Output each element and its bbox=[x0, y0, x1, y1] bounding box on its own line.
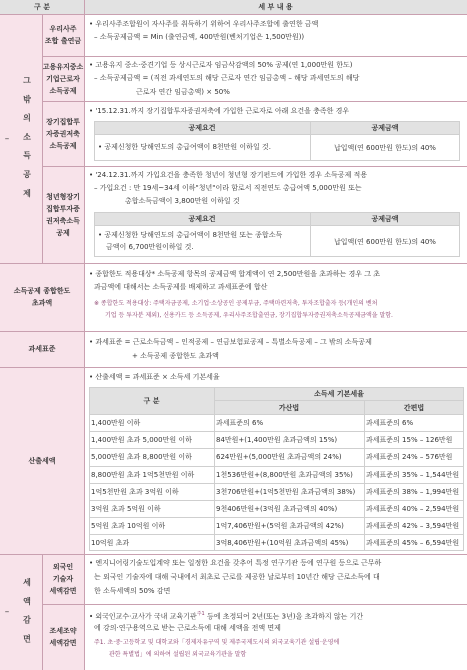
row-divider bbox=[214, 400, 464, 401]
limit-excess-note-2: 기업 등 투자분 제외), 신용카드 등 소득공제, 우리사주조합출연금, 장기집합투자증권저축소득공제금액을 말함. bbox=[105, 312, 393, 319]
rate-cell-bracket: 5억원 초과 10억원 이하 bbox=[91, 522, 166, 531]
rate-cell-simple: 과세표준의 42% – 3,594만원 bbox=[366, 522, 460, 531]
row-divider bbox=[42, 101, 467, 102]
long-term-fund-td-requirement: • 공제신청한 당해연도의 총급여액이 8천만원 이하일 것. bbox=[98, 143, 271, 151]
label-tax-base bbox=[0, 331, 84, 367]
label-youth-fund bbox=[42, 166, 84, 263]
youth-fund-td-amount: 납입액(연 600만원 한도)의 40% bbox=[334, 237, 436, 246]
rate-cell-simple: 과세표준의 38% – 1,994만원 bbox=[366, 487, 460, 496]
treaty-line-1b-text: 등에 초정되어 2년(또는 3년)을 초과하지 않는 기간 bbox=[206, 612, 364, 621]
youth-fund-line-1: • '24.12.31.까지 가입요건을 충족한 청년이 청년형 장기펀드에 가입한 경우 소득공제 적용 bbox=[89, 171, 368, 179]
category-dash-1: – bbox=[4, 133, 10, 144]
youth-fund-td-requirement-1: • 공제신청한 당해연도의 총급여액이 8천만원 또는 종합소득 bbox=[98, 231, 283, 239]
rate-cell-simple: 과세표준의 6% bbox=[366, 419, 414, 427]
rate-th-rate: 소득세 기본세율 bbox=[214, 387, 464, 400]
col-divider bbox=[42, 554, 43, 670]
employee-stock-line-2: – 소득공제금액 = Min (출연금액, 400만원(벤처기업은 1,500만원)) bbox=[94, 33, 305, 41]
rate-cell-simple: 과세표준의 15% – 126만원 bbox=[366, 436, 453, 445]
rate-row-divider bbox=[89, 517, 464, 518]
label-line: 세액감면 bbox=[49, 587, 77, 595]
limit-excess-line-1: • 종합한도 적용대상* 소득공제 항목의 공제금액 합계액이 연 2,500만원을 초과하는 경우 그 초 bbox=[89, 270, 381, 278]
label-line: 청년형장기 bbox=[46, 192, 80, 201]
rate-row-divider bbox=[89, 483, 464, 484]
rate-row-divider bbox=[89, 500, 464, 501]
label-line: 초과액 bbox=[31, 299, 53, 307]
long-term-fund-td-amount: 납입액(연 600만원 한도)의 40% bbox=[334, 144, 436, 152]
rate-cell-bracket: 1,400만원 이하 bbox=[91, 419, 141, 427]
label-line: 기술자 bbox=[52, 575, 74, 583]
rate-cell-simple: 과세표준의 45% – 6,594만원 bbox=[366, 539, 460, 548]
rate-cell-bracket: 1,400만원 초과 5,000만원 이하 bbox=[91, 436, 192, 445]
label-line: 과세표준 bbox=[28, 345, 56, 353]
label-treaty-reduction bbox=[42, 604, 84, 670]
label-line: 조세조약 bbox=[49, 627, 77, 635]
rate-row-divider bbox=[89, 431, 464, 432]
row-divider bbox=[42, 56, 467, 57]
tax-base-line-2: + 소득공제 종합한도 초과액 bbox=[132, 352, 219, 360]
youth-fund-line-3: 총합소득금액이 3,800만원 이하일 것 bbox=[125, 197, 240, 205]
calculated-tax-line: • 산출세액 = 과세표준 × 소득세 기본세율 bbox=[89, 373, 220, 381]
label-line: 산출세액 bbox=[28, 456, 56, 465]
category-tax-reduction-label: 세 액 감 면 bbox=[22, 577, 32, 647]
row-divider bbox=[0, 367, 467, 368]
header-col2: 세 부 내 용 bbox=[84, 0, 467, 14]
row-divider bbox=[89, 414, 464, 415]
row-divider bbox=[0, 331, 467, 332]
rate-th-simple: 간편법 bbox=[364, 401, 464, 414]
rate-cell-add: 1억7,406만원+(5억원 초과금액의 42%) bbox=[216, 522, 344, 531]
treaty-note-2: 관한 특별법」에 의하여 설립된 외국교육기관을 말함 bbox=[109, 651, 247, 658]
label-line: 세액감면 bbox=[49, 639, 77, 647]
long-term-fund-th-requirement: 공제요건 bbox=[94, 121, 310, 134]
rate-th-add: 가산법 bbox=[214, 401, 364, 414]
label-line: 장기집합투 bbox=[46, 117, 80, 126]
employee-stock-line-1: • 우리사주조합원이 자사주를 취득하기 위하여 우리사주조합에 출연한 금액 bbox=[89, 20, 319, 28]
limit-excess-line-2: 과금액에 대해서는 소득공제를 배제하고 과세표준에 합산 bbox=[94, 283, 268, 291]
rate-th-basis: 구 분 bbox=[89, 387, 214, 414]
label-long-term-fund bbox=[42, 101, 84, 166]
label-line: 공제 bbox=[56, 228, 70, 237]
row-divider bbox=[42, 604, 467, 605]
label-line: 고용유지중소 bbox=[42, 62, 84, 71]
rate-cell-simple: 과세표준의 24% – 576만원 bbox=[366, 453, 453, 462]
row-divider bbox=[0, 554, 467, 555]
label-line: 외국인 bbox=[52, 563, 74, 571]
label-line: 자증권저축 bbox=[46, 129, 80, 138]
row-divider bbox=[42, 166, 467, 167]
rate-cell-add: 84만원+(1,400만원 초과금액의 15%) bbox=[216, 436, 338, 445]
rate-cell-add: 과세표준의 6% bbox=[216, 419, 264, 427]
label-line: 소득공제 종합한도 bbox=[13, 287, 71, 295]
employment-retention-line-1: • 고용유지 중소·중견기업 등 상시근로자 임금삭감액의 50% 공제(연 1,000만원 한도) bbox=[89, 61, 353, 69]
youth-fund-line-2: – 가입요건 : 만 19세~34세 이하"청년"이라 함로서 직전연도 총급여액 5,000만원 또는 bbox=[94, 184, 362, 192]
treaty-line-1a bbox=[89, 608, 363, 622]
limit-excess-note-1: ※ 종합한도 적용대상: 주택자금공제, 소기업·소상공인 공제부금, 주택마련저축, 투자조합출자 등(개인의 벤처 bbox=[94, 300, 378, 307]
label-foreign-engineer bbox=[42, 554, 84, 604]
rate-cell-add: 3억8,406만원+(10억원 초과금액의 45%) bbox=[216, 539, 349, 548]
foreign-engineer-line-3: 한 소득세액의 50% 감면 bbox=[94, 587, 171, 595]
row-divider bbox=[0, 14, 467, 15]
rate-cell-simple: 과세표준의 40% – 2,594만원 bbox=[366, 505, 460, 513]
treaty-line-2: 에 강의·연구용역으로 받는 근로소득에 대해 세액을 전액 면제 bbox=[94, 624, 281, 632]
rate-cell-bracket: 1억5천만원 초과 3억원 이하 bbox=[91, 487, 179, 496]
label-calculated-tax bbox=[0, 367, 84, 554]
rate-row-divider bbox=[89, 466, 464, 467]
rate-cell-bracket: 10억원 초과 bbox=[91, 539, 130, 548]
label-line: 조합 출연금 bbox=[44, 37, 82, 45]
rate-cell-bracket: 8,800만원 초과 1억5천만원 이하 bbox=[91, 470, 195, 479]
treaty-superscript: 주1 bbox=[196, 611, 205, 617]
category-dash-2: – bbox=[4, 607, 10, 617]
label-line: 우리사주 bbox=[49, 25, 77, 33]
label-employment-retention bbox=[42, 56, 84, 101]
rate-cell-add: 3천706만원+(1억5천만원 초과금액의 38%) bbox=[216, 487, 356, 496]
foreign-engineer-line-1: • 엔지니어링기술도입계약 또는 일정한 요건을 갖추어 특정 연구기관 등에 연구원 등으로 근무하 bbox=[89, 559, 382, 567]
label-line: 권저축소득 bbox=[46, 216, 80, 225]
header-col1: 구 분 bbox=[0, 0, 84, 14]
long-term-fund-line: • '15.12.31.까지 장기집합투자증권저축에 가입한 근로자로 아래 요건을 충족한 경우 bbox=[89, 107, 350, 115]
label-limit-excess bbox=[0, 263, 84, 331]
rate-cell-add: 624만원+(5,000만원 초과금액의 24%) bbox=[216, 453, 342, 462]
rate-cell-bracket: 5,000만원 초과 8,800만원 이하 bbox=[91, 453, 192, 462]
label-line: 소득공제 bbox=[49, 141, 77, 150]
label-line: 집합투자증 bbox=[46, 204, 80, 213]
employment-retention-line-3: 근로자 연간 임금총액) × 50% bbox=[136, 88, 230, 96]
label-line: 소득공제 bbox=[49, 86, 77, 95]
col-divider bbox=[364, 401, 365, 551]
category-other-deduction-label: 그 밖 의 소 득 공 제 bbox=[22, 76, 32, 201]
treaty-note-1: 주1. 초·중·고등학교 및 대학교와「경제자유구역 및 제주국제도시의 외국교육기관 설립·운영에 bbox=[94, 639, 340, 646]
long-term-fund-th-amount: 공제금액 bbox=[310, 121, 460, 134]
label-line: 기업근로자 bbox=[46, 74, 80, 83]
rate-cell-add: 9천406만원+(3억원 초과금액의 40%) bbox=[216, 505, 338, 513]
foreign-engineer-line-2: 는 외국인 기술자에 대해 국내에서 최초로 근로를 제공한 날로부터 10년간 해당 근로소득에 대 bbox=[94, 573, 380, 581]
rate-row-divider bbox=[89, 534, 464, 535]
col-divider bbox=[42, 14, 43, 263]
col-divider bbox=[84, 0, 85, 670]
rate-cell-simple: 과세표준의 35% – 1,544만원 bbox=[366, 470, 460, 479]
rate-cell-add: 1천536만원+(8,800만원 초과금액의 35%) bbox=[216, 470, 353, 479]
youth-fund-th-amount: 공제금액 bbox=[310, 212, 460, 225]
tax-base-line-1: • 과세표준 = 근로소득금액 – 인적공제 – 연금보험료공제 – 특별소득공제 – 그 밖의 소득공제 bbox=[89, 338, 372, 346]
rate-cell-bracket: 3억원 초과 5억원 이하 bbox=[91, 505, 161, 513]
treaty-line-1a-text: • 외국인교수·교사가 국내 교육기관 bbox=[89, 612, 197, 621]
col-divider bbox=[214, 387, 215, 551]
label-employee-stock bbox=[42, 14, 84, 56]
youth-fund-th-requirement: 공제요건 bbox=[94, 212, 310, 225]
rate-row-divider bbox=[89, 448, 464, 449]
row-divider bbox=[0, 263, 467, 264]
employment-retention-line-2: – 소득공제금액 = (직전 과세연도의 해당 근로자 연간 임금총액 – 해당 과세연도의 해당 bbox=[94, 74, 360, 82]
youth-fund-td-requirement-2: 금액이 6,700만원이하일 것. bbox=[106, 243, 194, 251]
